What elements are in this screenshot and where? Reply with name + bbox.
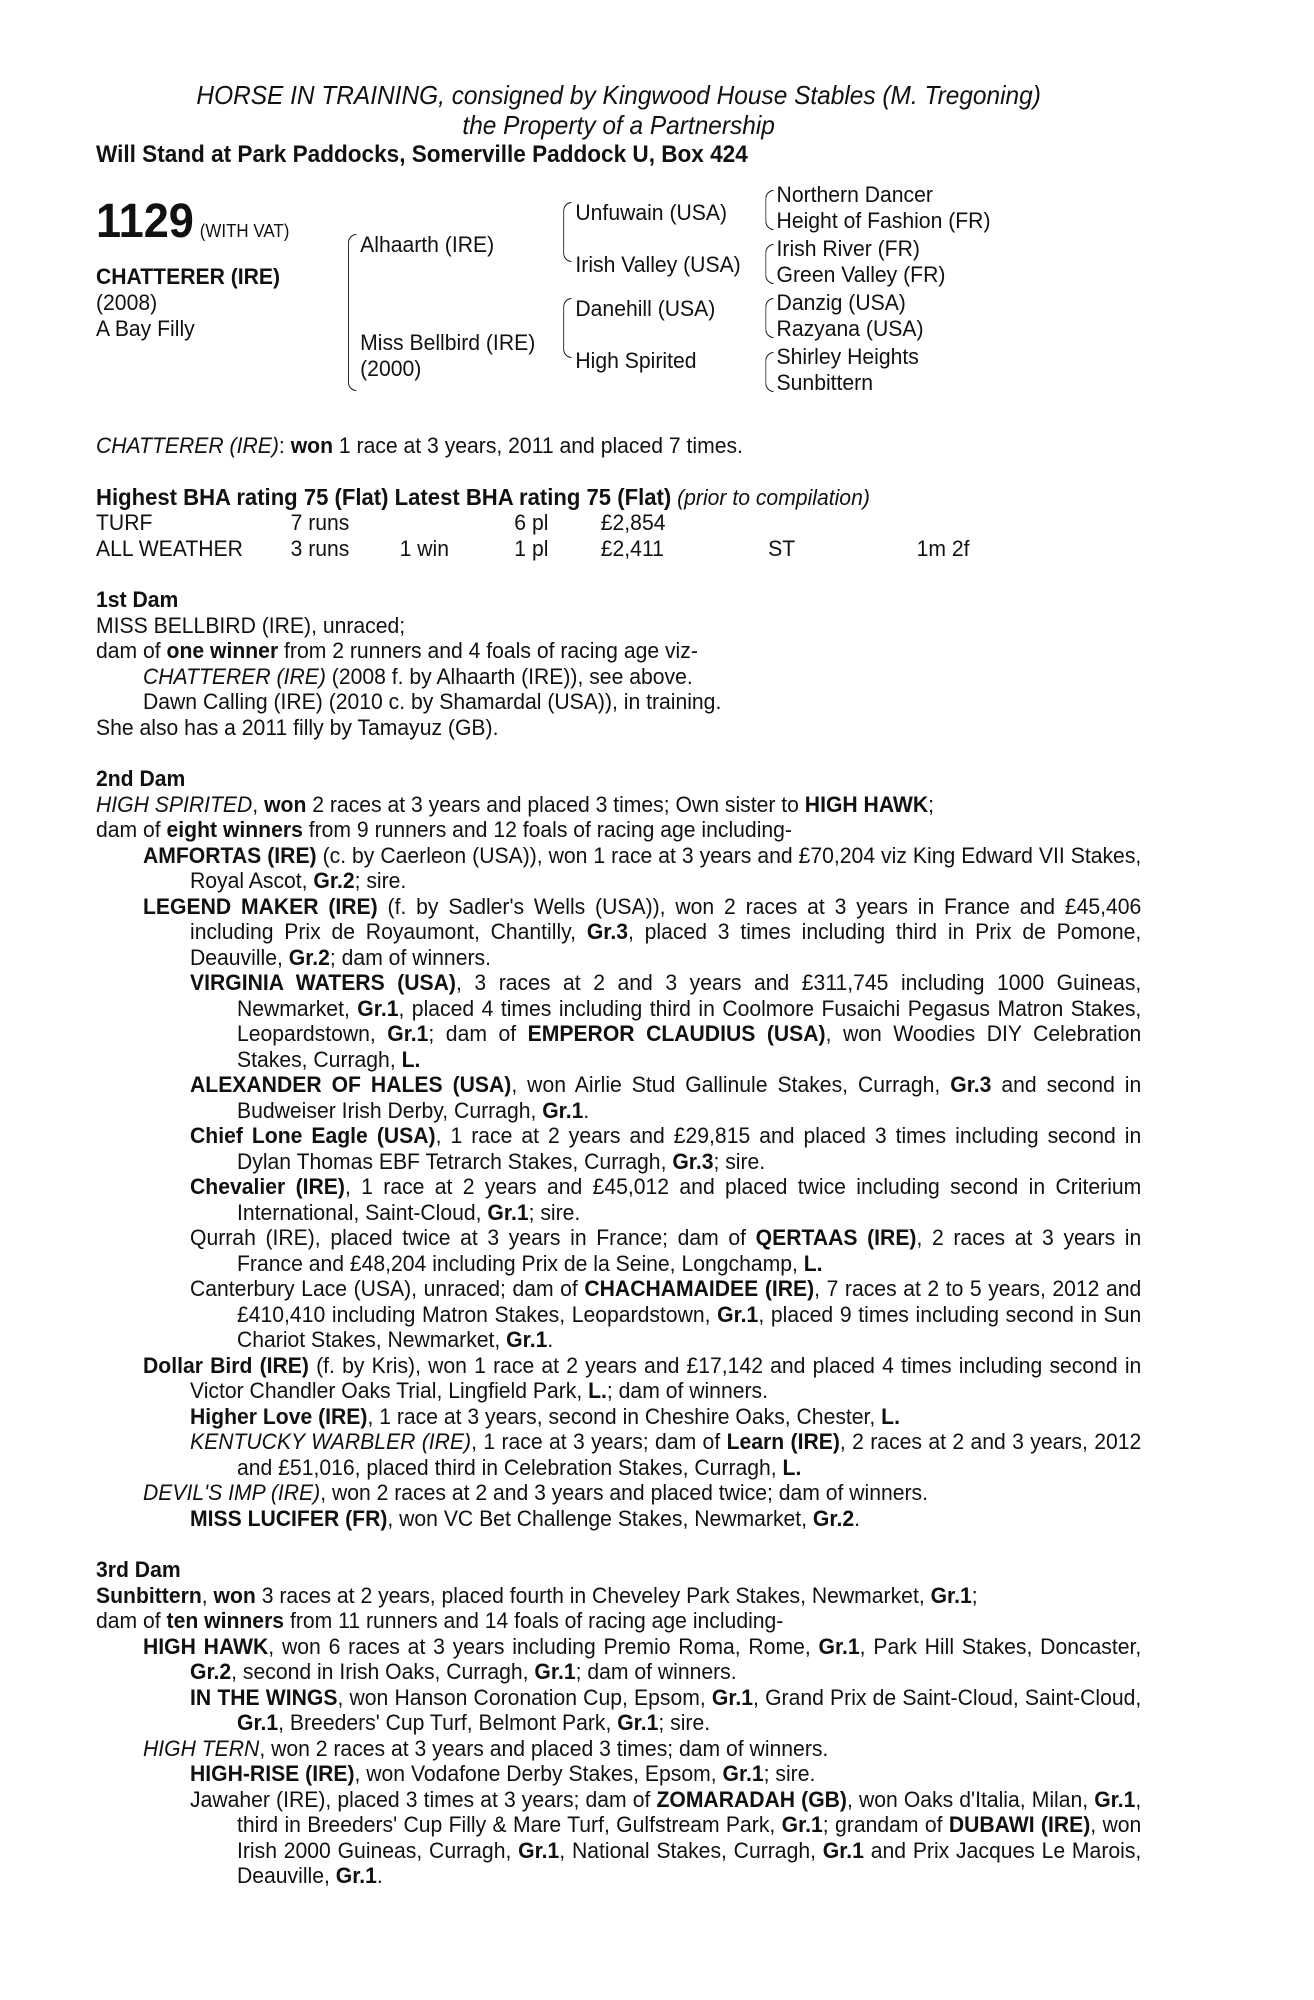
dd-sire: Shirley Heights (776, 344, 919, 369)
ds-dam: Razyana (USA) (776, 316, 924, 341)
list-item: VIRGINIA WATERS (USA), 3 races at 2 and 3 years and £311,745 including 1000 Guineas, Newmarket, Gr.1, placed 4 times including third in Coolmore Fusaichi Pegasus Matron Stakes, Leopardstown, Gr.1; dam of EMPEROR CLAUDIUS (USA), won Woodies DIY Celebration Stakes, Curragh, L. (190, 970, 1142, 1072)
list-item: Jawaher (IRE), placed 3 times at 3 years; dam of ZOMARADAH (GB), won Oaks d'Italia, Milan, Gr.1, third in Breeders' Cup Filly & Mare Turf, Gulfstream Park, Gr.1; grandam of DUBAWI (IRE), won Irish 2000 Guineas, Curragh, Gr.1, National Stakes, Curragh, Gr.1 and Prix Jacques Le Marois, Deauville, Gr.1. (190, 1786, 1142, 1888)
rating-line: Highest BHA rating 75 (Flat) Latest BHA rating 75 (Flat) (prior to compilation) (96, 483, 870, 510)
brace (765, 298, 773, 338)
list-item: Higher Love (IRE), 1 race at 3 years, second in Cheshire Oaks, Chester, L. (190, 1403, 900, 1429)
list-item: Canterbury Lace (USA), unraced; dam of CHACHAMAIDEE (IRE), 7 races at 2 to 5 years, 2012 and £410,410 including Matron Stakes, Leopardstown, Gr.1, placed 9 times including second in Sun Chariot Stakes, Newmarket, Gr.1. (190, 1276, 1142, 1352)
dam-dam: High Spirited (575, 348, 697, 373)
table-row: TURF 7 runs 6 pl £2,854 (96, 510, 666, 535)
section-title: 1st Dam (96, 587, 179, 612)
property-line: the Property of a Partnership (462, 110, 775, 140)
list-item: Qurrah (IRE), placed twice at 3 years in France; dam of QERTAAS (IRE), 2 races at 3 years in France and £48,204 including Prix de la Seine, Longchamp, L. (190, 1225, 1142, 1276)
list-item: MISS LUCIFER (FR), won VC Bet Challenge Stakes, Newmarket, Gr.2. (190, 1505, 860, 1531)
dam-sire: Danehill (USA) (575, 296, 716, 321)
dd-dam: Sunbittern (776, 370, 873, 395)
second-dam-section: 2nd Dam HIGH SPIRITED, won 2 races at 3 years and placed 3 times; Own sister to HIGH HAWK; dam of eight winners from 9 runners and 12 foals of racing age including- AMFORTAS (IRE) (c. by Caerleon (USA)), won 1 race at 3 years and £70,204 viz King Edward VII Stakes, Royal Ascot, Gr.2; sire. LEGEND MAKER (IRE) (f. by Sadler's Wells (USA)), won 2 races at 3 years in France and £45,406 including Prix de Royaumont, Chantilly, Gr.3, placed 3 times including third in Prix de Pomone, Deauville, Gr.2; dam of winners. VIRGINIA WATERS (USA), 3 races at 2 and 3 years and £311,745 including 1000 Guineas, Newmarket, Gr.1, placed 4 times including third in Coolmore Fusaichi Pegasus Matron Stakes, Leopardstown, Gr.1; dam of EMPEROR CLAUDIUS (USA), won Woodies DIY Celebration Stakes, Curragh, L. ALEXANDER OF HALES (USA), won Airlie Stud Gallinule Stakes, Curragh, Gr.3 and second in Budweiser Irish Derby, Curragh, Gr.1. Chief Lone Eagle (USA), 1 race at 2 years and £29,815 and placed 3 times including second in Dylan Thomas EBF Tetrarch Stakes, Curragh, Gr.3; sire. Chevalier (IRE), 1 race at 2 years and £45,012 and placed twice including second in Criterium International, Saint-Cloud, Gr.1; sire. Qurrah (IRE), placed twice at 3 years in France; dam of QERTAAS (IRE), 2 races at 3 years in France and £48,204 including Prix de la Seine, Longchamp, L. Canterbury Lace (USA), unraced; dam of CHACHAMAIDEE (IRE), 7 races at 2 to 5 years, 2012 and £410,410 including Matron Stakes, Leopardstown, Gr.1, placed 9 times including second in Sun Chariot Stakes, Newmarket, Gr.1. Dollar Bird (IRE) (f. by Kris), won 1 race at 2 years and £17,142 and placed 4 times including second in Victor Chandler Oaks Trial, Lingfield Park, L.; dam of winners. Higher Love (IRE), 1 race at 3 years, second in Cheshire Oaks, Chester, L. KENTUCKY WARBLER (IRE), 1 race at 3 years; dam of Learn (IRE), 2 races at 2 and 3 years, 2012 and £51,016, placed third in Celebration Stakes, Curragh, L. DEVIL'S IMP (IRE), won 2 races at 2 and 3 years and placed twice; dam of winners. MISS LUCIFER (FR), won VC Bet Challenge Stakes, Newmarket, Gr.2. (96, 766, 1142, 1531)
list-item: AMFORTAS (IRE) (c. by Caerleon (USA)), won 1 race at 3 years and £70,204 viz King Edward VII Stakes, Royal Ascot, Gr.2; sire. (143, 842, 1142, 893)
list-item: Chevalier (IRE), 1 race at 2 years and £45,012 and placed twice including second in Criterium International, Saint-Cloud, Gr.1; sire. (190, 1174, 1142, 1225)
ss-dam: Height of Fashion (FR) (776, 208, 991, 233)
list-item: LEGEND MAKER (IRE) (f. by Sadler's Wells (USA)), won 2 races at 3 years in France and £45,406 including Prix de Royaumont, Chantilly, Gr.3, placed 3 times including third in Prix de Pomone, Deauville, Gr.2; dam of winners. (143, 893, 1142, 970)
list-item: HIGH-RISE (IRE), won Vodafone Derby Stakes, Epsom, Gr.1; sire. (190, 1761, 816, 1786)
sire-dam: Irish Valley (USA) (575, 252, 741, 277)
list-item: IN THE WINGS, won Hanson Coronation Cup, Epsom, Gr.1, Grand Prix de Saint-Cloud, Saint-Cloud, Gr.1, Breeders' Cup Turf, Belmont Park, Gr.1; sire. (190, 1684, 1142, 1735)
lot-number: 1129 (96, 195, 194, 248)
third-dam-section: 3rd Dam Sunbittern, won 3 races at 2 years, placed fourth in Cheveley Park Stakes, Newmarket, Gr.1; dam of ten winners from 11 runners and 14 foals of racing age including- HIGH HAWK, won 6 races at 3 years including Premio Roma, Rome, Gr.1, Park Hill Stakes, Doncaster, Gr.2, second in Irish Oaks, Curragh, Gr.1; dam of winners. IN THE WINGS, won Hanson Coronation Cup, Epsom, Gr.1, Grand Prix de Saint-Cloud, Saint-Cloud, Gr.1, Breeders' Cup Turf, Belmont Park, Gr.1; sire. HIGH TERN, won 2 races at 3 years and placed 3 times; dam of winners. HIGH-RISE (IRE), won Vodafone Derby Stakes, Epsom, Gr.1; sire. Jawaher (IRE), placed 3 times at 3 years; dam of ZOMARADAH (GB), won Oaks d'Italia, Milan, Gr.1, third in Breeders' Cup Filly & Mare Turf, Gulfstream Park, Gr.1; grandam of DUBAWI (IRE), won Irish 2000 Guineas, Curragh, Gr.1, National Stakes, Curragh, Gr.1 and Prix Jacques Le Marois, Deauville, Gr.1. (96, 1557, 1142, 1888)
horse-name: CHATTERER (IRE) (96, 264, 281, 289)
sire: Alhaarth (IRE) (360, 232, 495, 257)
first-dam-section: 1st Dam MISS BELLBIRD (IRE), unraced; dam of one winner from 2 runners and 4 foals of racing age viz- CHATTERER (IRE) (2008 f. by Alhaarth (IRE)), see above. Dawn Calling (IRE) (2010 c. by Shamardal (USA)), in training. She also has a 2011 filly by Tamayuz (GB). (96, 587, 1141, 740)
sd-sire: Irish River (FR) (776, 236, 920, 261)
list-item: Dollar Bird (IRE) (f. by Kris), won 1 race at 2 years and £17,142 and placed 4 times including second in Victor Chandler Oaks Trial, Lingfield Park, L.; dam of winners. (143, 1352, 1142, 1403)
table-row: ALL WEATHER 3 runs 1 win 1 pl £2,411 ST 1m 2f (96, 535, 970, 561)
horse-description: A Bay Filly (96, 316, 195, 341)
vat-note: (WITH VAT) (199, 221, 290, 241)
dam: Miss Bellbird (IRE) (360, 330, 536, 355)
list-item: HIGH HAWK, won 6 races at 3 years including Premio Roma, Rome, Gr.1, Park Hill Stakes, Doncaster, Gr.2, second in Irish Oaks, Curragh, Gr.1; dam of winners. (143, 1633, 1142, 1684)
list-item: Chief Lone Eagle (USA), 1 race at 2 years and £29,815 and placed 3 times including second in Dylan Thomas EBF Tetrarch Stakes, Curragh, Gr.3; sire. (190, 1123, 1142, 1174)
list-item: ALEXANDER OF HALES (USA), won Airlie Stud Gallinule Stakes, Curragh, Gr.3 and second in Budweiser Irish Derby, Curragh, Gr.1. (190, 1072, 1142, 1123)
foaling-year: (2008) (96, 290, 158, 315)
consignor-line: HORSE IN TRAINING, consigned by Kingwood House Stables (M. Tregoning) (196, 80, 1041, 110)
section-title: 2nd Dam (96, 766, 186, 791)
list-item: HIGH TERN, won 2 races at 3 years and placed 3 times; dam of winners. (143, 1735, 829, 1761)
dam-year: (2000) (360, 356, 422, 381)
race-record-table (96, 510, 970, 561)
rating-section (96, 485, 1141, 562)
brace (765, 244, 773, 284)
section-title: 3rd Dam (96, 1557, 181, 1582)
brace (563, 202, 571, 262)
pedigree-table (96, 182, 1141, 433)
brace (765, 190, 773, 230)
ss-sire: Northern Dancer (776, 182, 933, 207)
sd-dam: Green Valley (FR) (776, 262, 946, 287)
lot-heading (96, 196, 289, 248)
ds-sire: Danzig (USA) (776, 290, 906, 315)
brace (765, 352, 773, 392)
sire-sire: Unfuwain (USA) (575, 200, 728, 225)
list-item: KENTUCKY WARBLER (IRE), 1 race at 3 years; dam of Learn (IRE), 2 races at 2 and 3 years, 2012 and £51,016, placed third in Celebration Stakes, Curragh, L. (190, 1429, 1142, 1480)
brace (348, 234, 356, 391)
list-item: DEVIL'S IMP (IRE), won 2 races at 2 and 3 years and placed twice; dam of winners. (143, 1480, 929, 1505)
catalogue-page (96, 80, 1141, 1889)
brace (563, 298, 571, 358)
stand-line: Will Stand at Park Paddocks, Somerville Paddock U, Box 424 (96, 141, 748, 168)
race-summary: CHATTERER (IRE): won 1 race at 3 years, 2011 and placed 7 times. (96, 433, 743, 458)
